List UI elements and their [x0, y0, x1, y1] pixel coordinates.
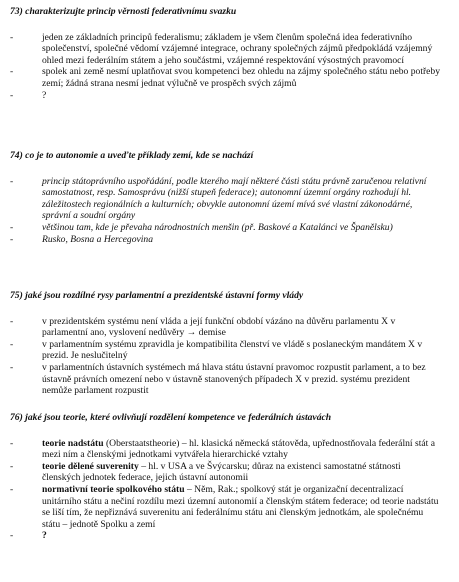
section-75-list [10, 316, 441, 397]
list-item [10, 530, 441, 542]
bullet: - [10, 437, 14, 449]
bullet: - [10, 530, 14, 542]
section-73-list [10, 32, 441, 102]
bullet: - [10, 460, 14, 472]
bullet: - [10, 483, 14, 495]
list-item: - v parlamentních ústavních systémech má hlava státu ústavní pravomoc rozpustit parlament, a to bez ústavně právních omezení nebo v ústavně stanovených případech X v prezid. systému prezident nemůže parlament rozpustit [10, 361, 426, 397]
list-item: - teorie nadstátu (Oberstaatstheorie) – hl. klasická německá státověda, upřednostňovala federální stát a mezi ním a členskými jednotkami vytvářela hierarchické vztahy [10, 437, 435, 461]
bullet: - [10, 315, 14, 327]
bullet: - [10, 233, 14, 245]
list-item: - princip státoprávního uspořádání, podle kterého mají některé části státu právně zaručenou relativní samostatnost, resp. Samosprávu (nižší stupeň federace); autonomní územní orgány rozhodují hl. záležitostech regionálních a kulturních; obvykle autonomní území mívá své vlastní zákonodárné, správní a soudní orgány [10, 175, 427, 222]
section-73-heading: 73) charakterizujte princip věrnosti federativnímu svazku [10, 6, 237, 17]
list-item: - normativní teorie spolkového státu – Něm, Rak.; spolkový stát je organizační decentralizací unitárního státu a nečiní rozdílu mezi územní autonomií a členským státem federace; od teorie nadstátu se liší tím, že nepřiznává suverenitu ani federálnímu státu ani členským jednotkám, ale společnému státu – jednotě Spolku a zemí [10, 483, 439, 530]
section-74-list [10, 176, 441, 246]
list-item: - ? [10, 89, 47, 101]
term: teorie dělené suverenity [42, 460, 139, 472]
list-item: - většinou tam, kde je převaha národnostních menšin (př. Baskové a Katalánci ve Španělsku) [10, 221, 393, 233]
bullet: - [10, 89, 14, 101]
list-item: - v parlamentním systému zpravidla je kompatibilita členství ve vládě s poslaneckým mandátem X v prezid. Je neslučitelný [10, 338, 423, 362]
section-76-heading: 76) jaké jsou teorie, které ovlivňují rozdělení kompetence ve federálních ústavách [10, 412, 332, 423]
list-item: - jeden ze základních principů federalismu; základem je všem členům společná idea federativního společenství, společné vědomí vzájemné integrace, ochrany společných zájmů předpokládá vzájemný ohled mezi federálním státem a jeho součástmi, vzájemné respektování výsostných pravomocí [10, 31, 433, 66]
section-75-heading: 75) jaké jsou rozdílné rysy parlamentní a prezidentské ústavní formy vlády [10, 290, 304, 301]
section-73 [10, 6, 441, 101]
section-75 [10, 290, 441, 397]
term: ? [42, 530, 47, 542]
list-item: - spolek ani země nesmí uplatňovat svou kompetenci bez ohledu na zájmy společného státu nebo potřeby zemí; žádná strana nesmí jednat výlučně ve prospěch svých zájmů [10, 66, 441, 89]
term: teorie nadstátu [42, 437, 104, 449]
list-item: - teorie dělené suverenity – hl. v USA a ve Švýcarsku; důraz na existenci samostatné státnosti členských jednotek federace, jejich ústavní autonomii [10, 460, 401, 484]
section-76 [10, 412, 441, 542]
section-74 [10, 150, 441, 245]
list-item: - Rusko, Bosna a Hercegovina [10, 233, 154, 245]
bullet: - [10, 338, 14, 350]
list-item: - v prezidentském systému není vláda a její funkční období vázáno na důvěru parlamentu X v parlamentní ano, vyslovení nedůvěry → demise [10, 315, 396, 339]
term: normativní teorie spolkového státu [42, 483, 185, 495]
bullet: - [10, 175, 14, 187]
bullet: - [10, 361, 14, 373]
bullet: - [10, 221, 14, 233]
bullet: - [10, 66, 14, 78]
section-74-heading: 74) co je to autonomie a uveďte příklady zemí, kde se nachází [10, 150, 254, 161]
section-76-list [10, 438, 441, 542]
bullet: - [10, 31, 14, 43]
